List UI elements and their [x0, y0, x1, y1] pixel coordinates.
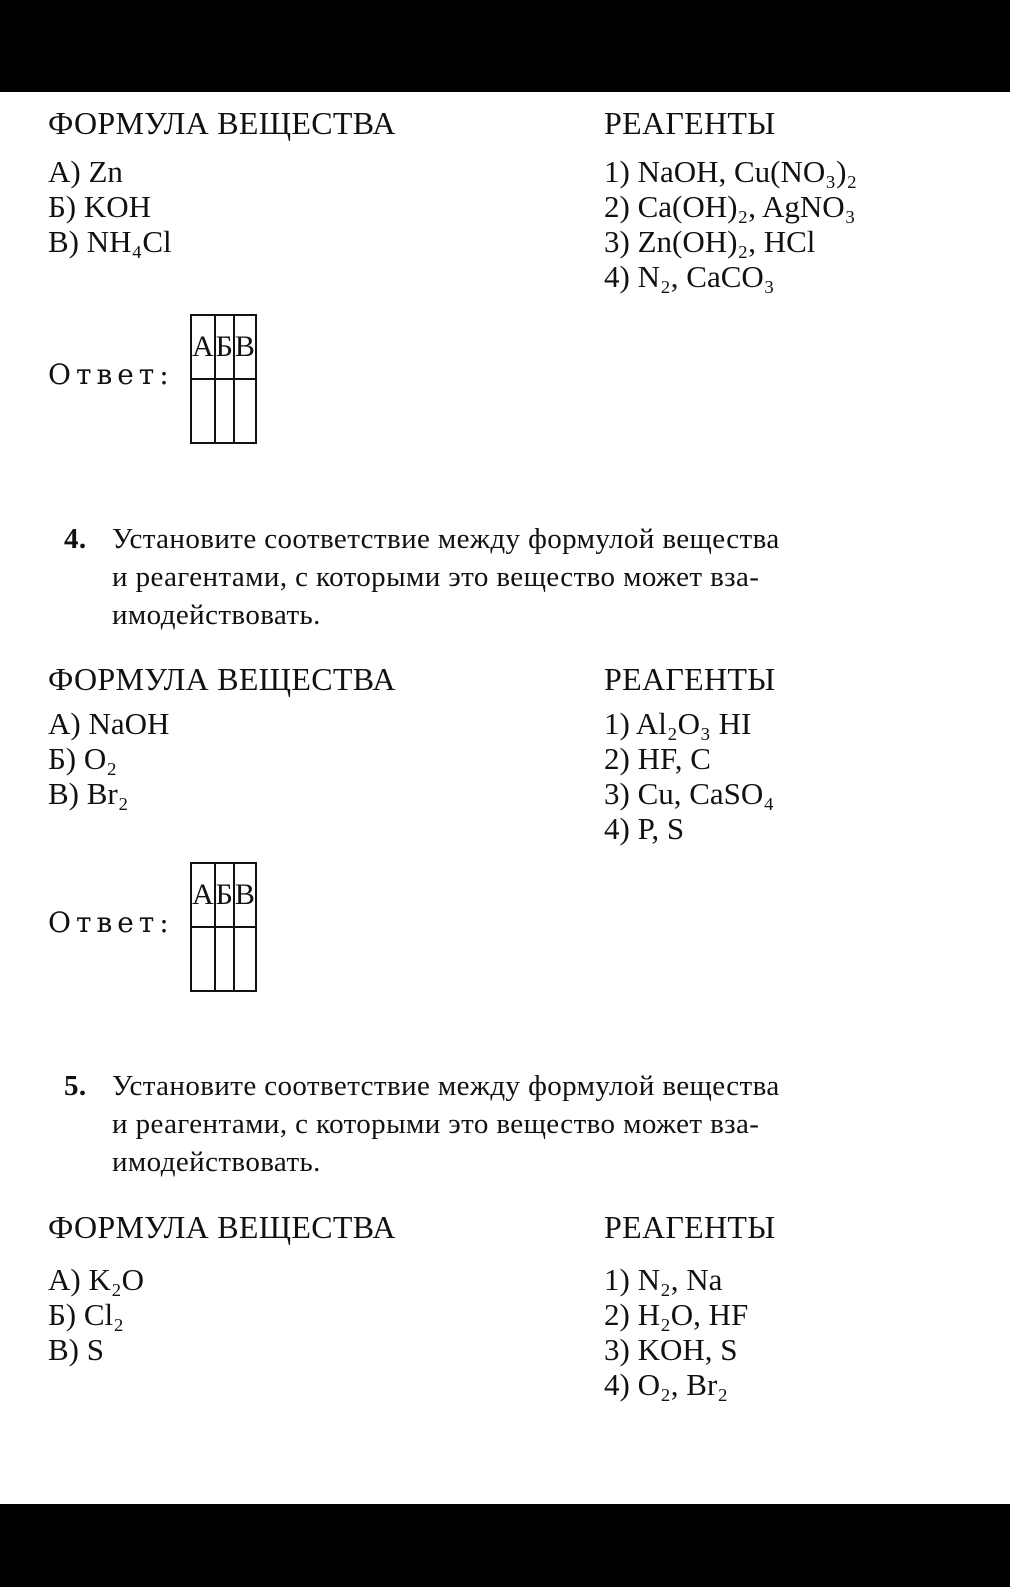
answer-column-header: Б — [215, 315, 234, 379]
substance-item: Б) KOH — [48, 189, 152, 224]
reagent-item: 2) Ca(OH)₂, AgNO₃ — [604, 189, 856, 224]
substance-item: Б) O₂ — [48, 741, 118, 776]
reagent-header: РЕАГЕНТЫ — [604, 105, 776, 141]
substance-item: А) K₂O — [48, 1262, 145, 1297]
reagent-header: РЕАГЕНТЫ — [604, 1209, 776, 1245]
reagent-item: 2) HF, C — [604, 741, 711, 776]
task-line: имодействовать. — [112, 1146, 321, 1178]
substance-header: ФОРМУЛА ВЕЩЕСТВА — [48, 105, 396, 141]
answer-cell[interactable] — [234, 379, 256, 443]
document-page — [0, 92, 1010, 1504]
answer-grid — [190, 862, 257, 992]
reagent-item: 3) KOH, S — [604, 1332, 738, 1367]
answer-cell[interactable] — [191, 379, 215, 443]
substance-list — [48, 1262, 548, 1367]
reagent-item: 1) NaOH, Cu(NO₃)₂ — [604, 154, 858, 189]
answer-column-header: А — [191, 315, 215, 379]
substance-column — [48, 662, 548, 811]
reagent-column — [604, 106, 984, 294]
answer-column-header: В — [234, 315, 256, 379]
answer-cell[interactable] — [234, 927, 256, 991]
substance-item: А) Zn — [48, 154, 123, 189]
answer-grid — [190, 314, 257, 444]
answer-label: Ответ: — [48, 906, 174, 939]
reagent-item: 1) N₂, Na — [604, 1262, 723, 1297]
task-number: 4. — [64, 523, 87, 555]
reagent-column — [604, 1210, 984, 1402]
answer-cell[interactable] — [215, 379, 234, 443]
substance-list — [48, 154, 548, 259]
reagent-list — [604, 154, 984, 294]
answer-label: Ответ: — [48, 358, 174, 391]
substance-item: В) S — [48, 1332, 104, 1367]
substance-header: ФОРМУЛА ВЕЩЕСТВА — [48, 661, 396, 697]
reagent-column — [604, 662, 984, 846]
task-line: и реагентами, с которыми это вещество может вза- — [112, 1108, 760, 1140]
answer-column-header: В — [234, 863, 256, 927]
reagent-item: 3) Cu, CaSO₄ — [604, 776, 775, 811]
reagent-header: РЕАГЕНТЫ — [604, 661, 776, 697]
task-number: 5. — [64, 1070, 87, 1102]
task-line: имодействовать. — [112, 599, 321, 631]
reagent-item: 4) N₂, CaCO₃ — [604, 259, 775, 294]
reagent-list — [604, 1262, 984, 1402]
substance-item: В) Br₂ — [48, 776, 129, 811]
answer-cell[interactable] — [191, 927, 215, 991]
reagent-item: 3) Zn(OH)₂, HCl — [604, 224, 816, 259]
reagent-item: 4) P, S — [604, 811, 685, 846]
substance-header: ФОРМУЛА ВЕЩЕСТВА — [48, 1209, 396, 1245]
reagent-list — [604, 706, 984, 846]
task-line: и реагентами, с которыми это вещество может вза- — [112, 561, 760, 593]
answer-column-header: А — [191, 863, 215, 927]
reagent-item: 1) Al₂O₃ HI — [604, 706, 752, 741]
task-text — [112, 1067, 932, 1181]
reagent-item: 4) O₂, Br₂ — [604, 1367, 729, 1402]
answer-cell[interactable] — [215, 927, 234, 991]
substance-list — [48, 706, 548, 811]
task-line: Установите соответствие между формулой вещества — [112, 1070, 780, 1102]
substance-column — [48, 106, 548, 259]
reagent-item: 2) H₂O, HF — [604, 1297, 749, 1332]
substance-column — [48, 1210, 548, 1367]
task-text — [112, 520, 932, 634]
substance-item: А) NaOH — [48, 706, 170, 741]
substance-item: В) NH₄Cl — [48, 224, 172, 259]
substance-item: Б) Cl₂ — [48, 1297, 124, 1332]
answer-column-header: Б — [215, 863, 234, 927]
task-line: Установите соответствие между формулой вещества — [112, 523, 780, 555]
